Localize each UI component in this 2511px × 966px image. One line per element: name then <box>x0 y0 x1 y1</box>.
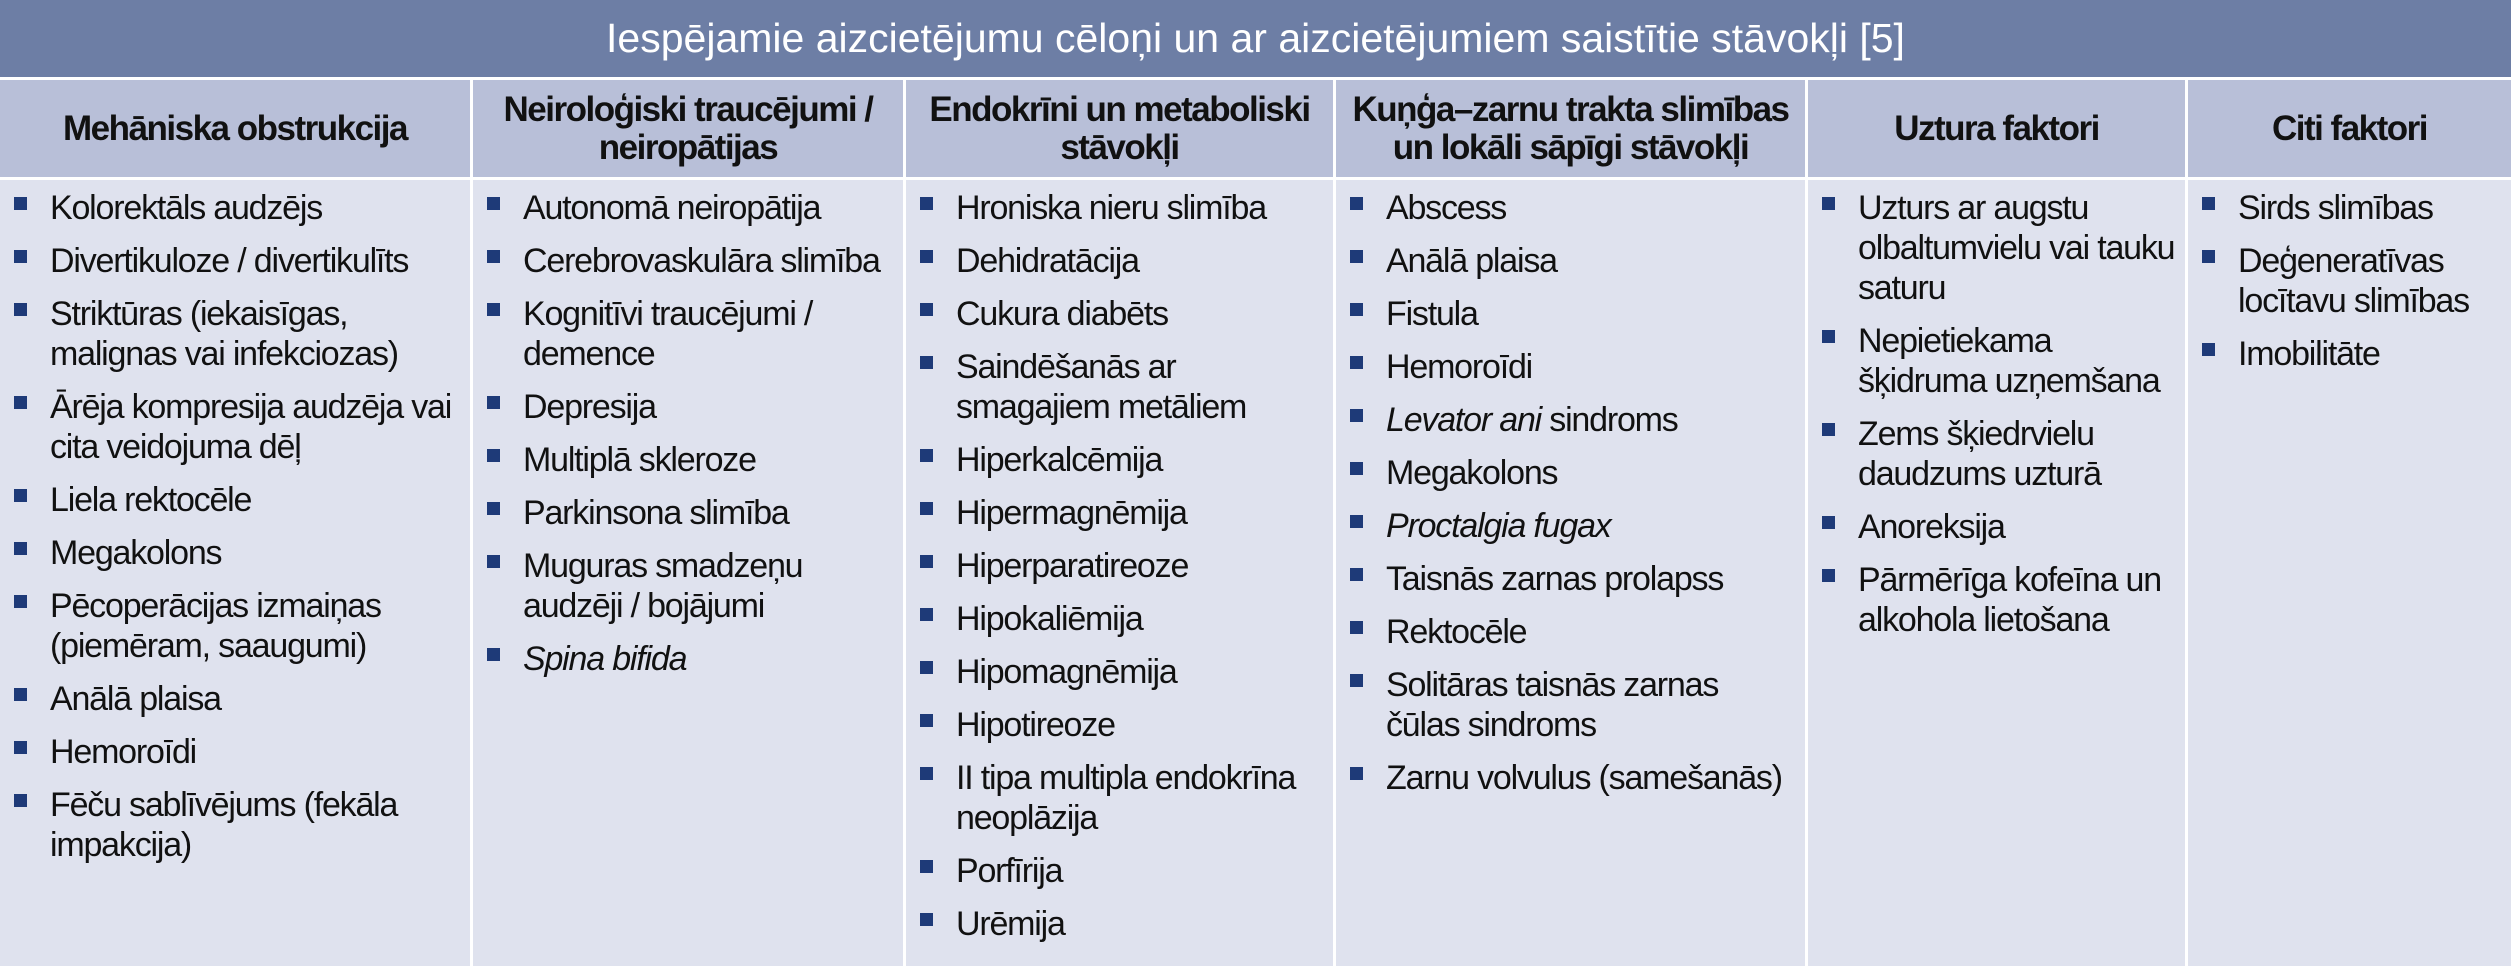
list-item <box>1822 507 2177 547</box>
list-item-text: Fēču sablīvējums (fekāla impakcija) <box>50 786 398 864</box>
square-bullet-icon <box>920 860 933 873</box>
square-bullet-icon <box>1822 569 1835 582</box>
column-mechanical-obstruction <box>0 80 473 966</box>
square-bullet-icon <box>1350 409 1363 422</box>
list-item <box>1350 294 1797 334</box>
list-item <box>1822 414 2177 494</box>
square-bullet-icon <box>2202 197 2215 210</box>
square-bullet-icon <box>1822 516 1835 529</box>
columns-row <box>0 80 2511 966</box>
list-item <box>487 440 895 480</box>
column-endocrine-metabolic <box>906 80 1336 966</box>
list-item <box>487 294 895 374</box>
square-bullet-icon <box>1350 767 1363 780</box>
list-item <box>1822 188 2177 308</box>
square-bullet-icon <box>920 608 933 621</box>
list-item-text: Nepietiekama šķidruma uzņemšana <box>1858 322 2160 400</box>
list-item <box>1350 400 1797 440</box>
list-item <box>14 785 462 865</box>
list-item-text: Fistula <box>1386 295 1478 333</box>
list-item <box>920 904 1325 944</box>
list-item-text: Spina bifida <box>523 640 687 678</box>
list-item-text: Hipermagnēmija <box>956 494 1187 532</box>
list-item-text: Hemoroīdi <box>50 733 197 771</box>
item-list <box>473 180 903 679</box>
list-item <box>920 851 1325 891</box>
list-item <box>920 241 1325 281</box>
column-neurological <box>473 80 906 966</box>
square-bullet-icon <box>14 303 27 316</box>
column-header: Endokrīni un metaboliski stāvokļi <box>906 80 1333 180</box>
list-item-text: Zarnu volvulus (samešanās) <box>1386 759 1782 797</box>
list-item-text: Cerebrovaskulāra slimība <box>523 242 880 280</box>
list-item <box>14 480 462 520</box>
square-bullet-icon <box>1350 568 1363 581</box>
list-item <box>1350 188 1797 228</box>
square-bullet-icon <box>1350 303 1363 316</box>
list-item <box>920 493 1325 533</box>
list-item-text: Abscess <box>1386 189 1507 227</box>
list-item <box>1350 758 1797 798</box>
list-item <box>14 732 462 772</box>
list-item-text: Deģeneratīvas locītavu slimības <box>2238 242 2469 320</box>
list-item-text: Anālā plaisa <box>50 680 221 718</box>
list-item-text: Zems šķiedrvielu daudzums uzturā <box>1858 415 2101 493</box>
square-bullet-icon <box>487 303 500 316</box>
square-bullet-icon <box>1822 330 1835 343</box>
list-item <box>2202 241 2503 321</box>
square-bullet-icon <box>920 913 933 926</box>
square-bullet-icon <box>487 648 500 661</box>
column-header: Uztura faktori <box>1808 80 2185 180</box>
list-item-text: Parkinsona slimība <box>523 494 789 532</box>
list-item-text: Imobilitāte <box>2238 335 2380 373</box>
list-item <box>487 188 895 228</box>
square-bullet-icon <box>920 555 933 568</box>
list-item-text: Kognitīvi traucējumi / demence <box>523 295 813 373</box>
list-item-text: Hemoroīdi <box>1386 348 1533 386</box>
square-bullet-icon <box>487 396 500 409</box>
square-bullet-icon <box>920 250 933 263</box>
square-bullet-icon <box>1822 423 1835 436</box>
list-item <box>487 493 895 533</box>
square-bullet-icon <box>2202 250 2215 263</box>
list-item <box>1350 612 1797 652</box>
list-item <box>920 347 1325 427</box>
item-list <box>0 180 470 865</box>
square-bullet-icon <box>14 595 27 608</box>
column-gastrointestinal <box>1336 80 1808 966</box>
square-bullet-icon <box>1822 197 1835 210</box>
list-item-text: Levator ani sindroms <box>1386 401 1678 439</box>
list-item <box>920 652 1325 692</box>
square-bullet-icon <box>487 555 500 568</box>
column-dietary-factors <box>1808 80 2188 966</box>
list-item <box>487 546 895 626</box>
square-bullet-icon <box>1350 356 1363 369</box>
list-item <box>1822 560 2177 640</box>
square-bullet-icon <box>14 489 27 502</box>
list-item-text: Divertikuloze / divertikulīts <box>50 242 409 280</box>
list-item-text: Kolorektāls audzējs <box>50 189 323 227</box>
list-item <box>14 533 462 573</box>
list-item <box>1350 453 1797 493</box>
square-bullet-icon <box>1350 250 1363 263</box>
column-other-factors <box>2188 80 2511 966</box>
list-item <box>487 639 895 679</box>
item-list <box>1808 180 2185 640</box>
list-item-text: Anoreksija <box>1858 508 2005 546</box>
square-bullet-icon <box>920 303 933 316</box>
list-item <box>14 294 462 374</box>
list-item-text: Solitāras taisnās zarnas čūlas sindroms <box>1386 666 1719 744</box>
list-item <box>920 705 1325 745</box>
list-item-text: Anālā plaisa <box>1386 242 1557 280</box>
square-bullet-icon <box>14 741 27 754</box>
square-bullet-icon <box>1350 515 1363 528</box>
list-item-text: Dehidratācija <box>956 242 1139 280</box>
list-item <box>487 241 895 281</box>
list-item <box>1350 347 1797 387</box>
list-item <box>920 294 1325 334</box>
list-item-text: Striktūras (iekaisīgas, malignas vai infekciozas) <box>50 295 398 373</box>
column-header: Neiroloģiski traucējumi / neiropātijas <box>473 80 903 180</box>
square-bullet-icon <box>1350 462 1363 475</box>
list-item-text: Urēmija <box>956 905 1065 943</box>
list-item <box>1350 506 1797 546</box>
list-item-text: Pēcoperācijas izmaiņas (piemēram, saaugumi) <box>50 587 381 665</box>
list-item <box>920 440 1325 480</box>
item-list <box>1336 180 1805 798</box>
list-item <box>487 387 895 427</box>
item-list <box>2188 180 2511 374</box>
square-bullet-icon <box>920 661 933 674</box>
list-item <box>1350 559 1797 599</box>
list-item <box>920 188 1325 228</box>
list-item-text: Megakolons <box>50 534 222 572</box>
square-bullet-icon <box>1350 674 1363 687</box>
square-bullet-icon <box>14 396 27 409</box>
list-item-text: Sirds slimības <box>2238 189 2433 227</box>
list-item-text: Hipomagnēmija <box>956 653 1177 691</box>
list-item-text: Depresija <box>523 388 656 426</box>
list-item <box>920 546 1325 586</box>
square-bullet-icon <box>487 449 500 462</box>
column-header: Citi faktori <box>2188 80 2511 180</box>
square-bullet-icon <box>920 714 933 727</box>
list-item-text: Hiperparatireoze <box>956 547 1189 585</box>
list-item-text: Pārmērīga kofeīna un alkohola lietošana <box>1858 561 2161 639</box>
square-bullet-icon <box>920 449 933 462</box>
column-header: Mehāniska obstrukcija <box>0 80 470 180</box>
square-bullet-icon <box>487 197 500 210</box>
list-item-text: Liela rektocēle <box>50 481 252 519</box>
square-bullet-icon <box>14 250 27 263</box>
square-bullet-icon <box>14 542 27 555</box>
square-bullet-icon <box>14 197 27 210</box>
list-item-text: Hipotireoze <box>956 706 1115 744</box>
list-item-text: Proctalgia fugax <box>1386 507 1611 545</box>
item-list <box>906 180 1333 944</box>
list-item <box>920 599 1325 639</box>
list-item <box>2202 334 2503 374</box>
square-bullet-icon <box>1350 197 1363 210</box>
table-title: Iespējamie aizcietējumu cēloņi un ar aizcietējumiem saistītie stāvokļi [5] <box>0 0 2511 80</box>
list-item-text: Porfīrija <box>956 852 1063 890</box>
list-item <box>920 758 1325 838</box>
column-header: Kuņģa–zarnu trakta slimības un lokāli sāpīgi stāvokļi <box>1336 80 1805 180</box>
list-item-text: Megakolons <box>1386 454 1558 492</box>
list-item <box>1350 241 1797 281</box>
list-item <box>14 387 462 467</box>
list-item-text: Muguras smadzeņu audzēji / bojājumi <box>523 547 803 625</box>
list-item-text: Uzturs ar augstu olbaltumvielu vai tauku saturu <box>1858 189 2175 307</box>
square-bullet-icon <box>2202 343 2215 356</box>
list-item-text: Taisnās zarnas prolapss <box>1386 560 1724 598</box>
list-item-text: Hipokaliēmija <box>956 600 1143 638</box>
square-bullet-icon <box>920 767 933 780</box>
list-item-text: Autonomā neiropātija <box>523 189 821 227</box>
list-item <box>2202 188 2503 228</box>
list-item <box>14 586 462 666</box>
square-bullet-icon <box>920 356 933 369</box>
list-item-text: II tipa multipla endokrīna neoplāzija <box>956 759 1296 837</box>
list-item-text: Hiperkalcēmija <box>956 441 1163 479</box>
list-item <box>1350 665 1797 745</box>
list-item-text: Rektocēle <box>1386 613 1527 651</box>
square-bullet-icon <box>920 502 933 515</box>
list-item <box>14 188 462 228</box>
list-item <box>14 241 462 281</box>
list-item-text: Cukura diabēts <box>956 295 1168 333</box>
square-bullet-icon <box>14 688 27 701</box>
list-item <box>14 679 462 719</box>
list-item-text: Ārēja kompresija audzēja vai cita veidojuma dēļ <box>50 388 452 466</box>
square-bullet-icon <box>1350 621 1363 634</box>
square-bullet-icon <box>14 794 27 807</box>
list-item-text: Hroniska nieru slimība <box>956 189 1266 227</box>
square-bullet-icon <box>487 250 500 263</box>
square-bullet-icon <box>487 502 500 515</box>
list-item <box>1822 321 2177 401</box>
square-bullet-icon <box>920 197 933 210</box>
list-item-text: Multiplā skleroze <box>523 441 756 479</box>
list-item-text: Saindēšanās ar smagajiem metāliem <box>956 348 1247 426</box>
